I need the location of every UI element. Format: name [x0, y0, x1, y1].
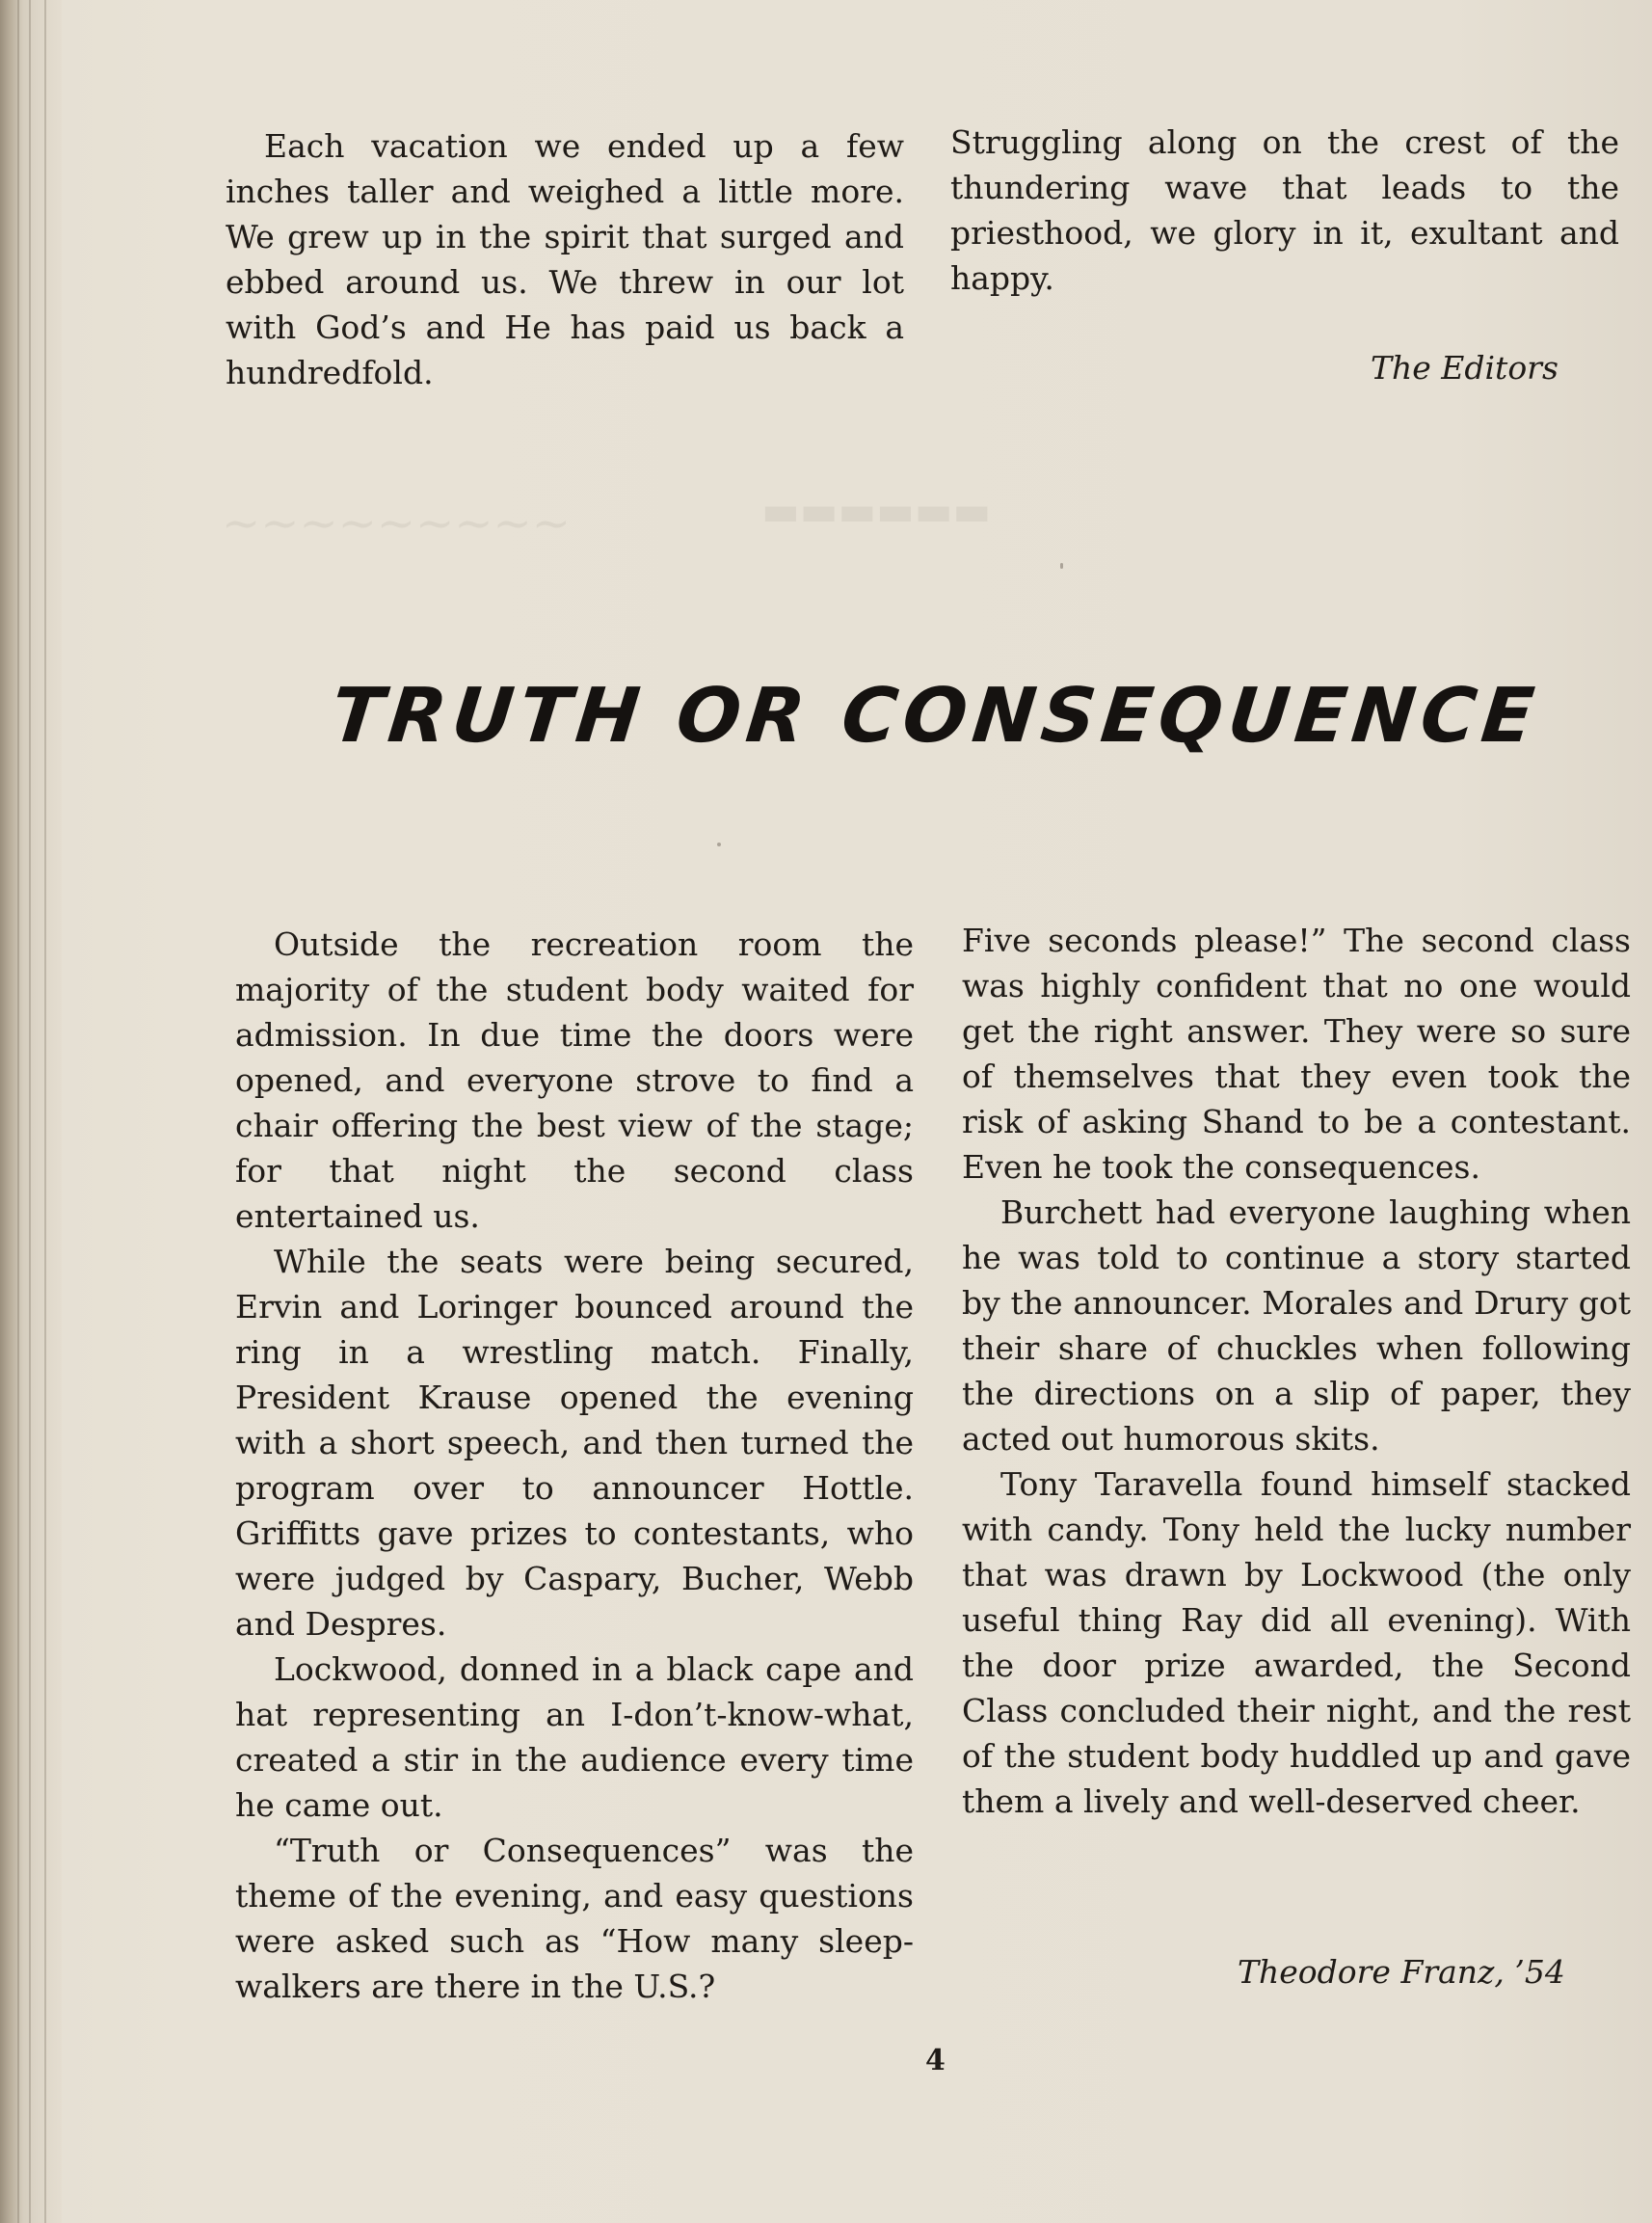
binding-line: [17, 0, 19, 2223]
article-paragraph: Tony Taravella found himself stacked with candy. Tony held the lucky number that was drawn by Lockwood (the only useful thing Ray did all evening). With the door prize awarded, the Second Class concluded their night, and the rest of the student body huddled up and gave them a lively and well-deserved cheer.: [962, 1465, 1631, 1820]
article-paragraph: Burchett had everyone laughing when he was told to continue a story started by the announcer. Morales and Drury got their share of chuckles when following the directions on a slip of paper, they acted out humorous skits.: [962, 1193, 1631, 1458]
article-paragraph: While the seats were being secured, Ervin and Loringer bounced around the ring in a wrestling match. Finally, President Krause opened the evening with a short speech, and then turned the program over to announcer Hottle. Griffitts gave prizes to contestants, who were judged by Caspary, Bucher, Webb and Despres.: [235, 1243, 914, 1643]
article-author: Theodore Franz, ’54: [1238, 1953, 1565, 1991]
intro-left-column: [226, 123, 904, 395]
print-speck: [717, 843, 721, 846]
article-title: TRUTH OR CONSEQUENCE: [327, 673, 1544, 760]
article-paragraph: “Truth or Consequences” was the theme of the evening, and easy questions were asked such as “How many sleep-walkers are there in the U.S.?: [235, 1832, 914, 2005]
intro-left-paragraph: Each vacation we ended up a few inches taller and weighed a little more. We grew up in the spirit that surged and ebbed around us. We threw in our lot with God’s and He has paid us back a hundredfold.: [226, 127, 904, 391]
editors-signature: The Editors: [1371, 349, 1559, 387]
page-binding: [0, 0, 62, 2223]
intro-right-paragraph: Struggling along on the crest of the thundering wave that leads to the priesthood, we glory in it, exultant and happy.: [950, 123, 1619, 297]
article-left-column: [235, 922, 914, 2009]
binding-line: [29, 0, 31, 2223]
article-paragraph: Outside the recreation room the majority of the student body waited for admission. In due time the doors were opened, and everyone strove to find a chair offering the best view of the stage; for that night the second class entertained us.: [235, 925, 914, 1235]
article-paragraph: Five seconds please!” The second class was highly confident that no one would get the right answer. They were so sure of themselves that they even took the risk of asking Shand to be a contestant. Even he took the consequences.: [962, 922, 1631, 1186]
intro-right-column: [950, 120, 1619, 301]
bleed-through-mark: ▬▬▬▬▬▬: [761, 487, 992, 534]
article-paragraph: Lockwood, donned in a black cape and hat representing an I-don’t-know-what, created a stir in the audience every time he came out.: [235, 1650, 914, 1824]
bleed-through-mark: ~~~~~~~~~: [222, 496, 571, 550]
print-speck: [1060, 563, 1063, 569]
article-right-column: [962, 918, 1631, 1824]
page-number: 4: [925, 2044, 946, 2077]
binding-line: [44, 0, 46, 2223]
